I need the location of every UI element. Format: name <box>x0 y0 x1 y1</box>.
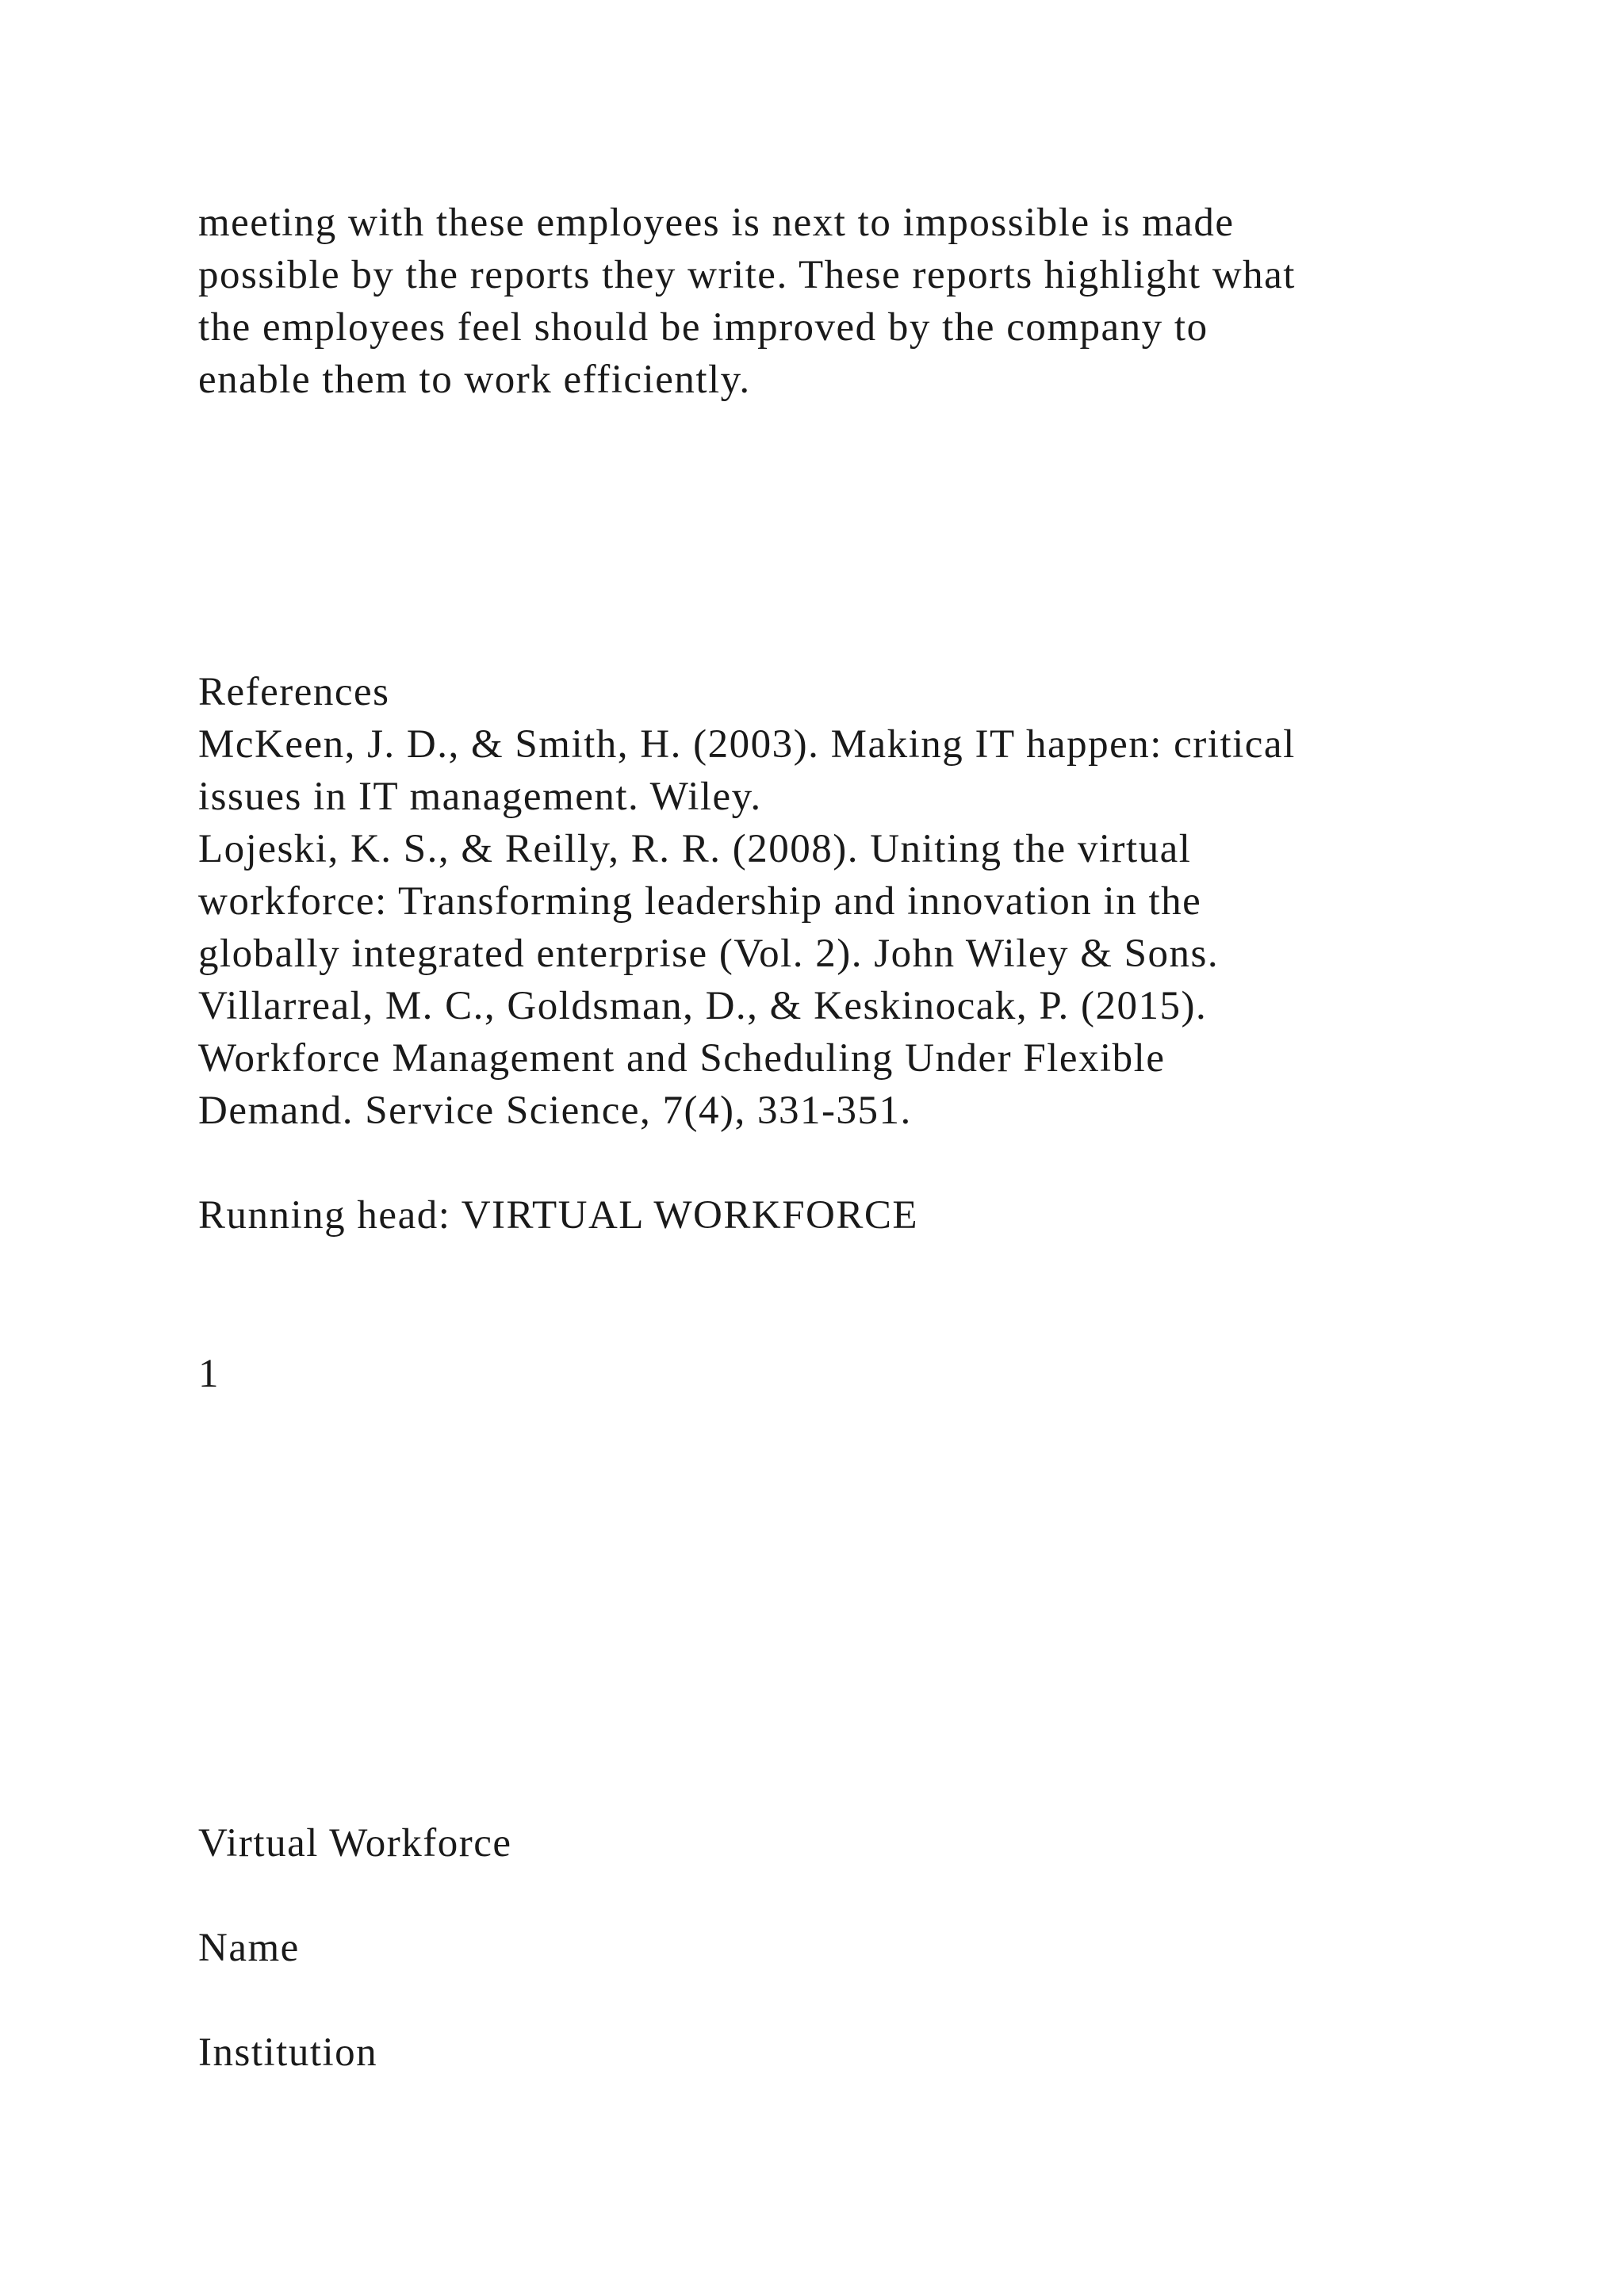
reference-line: Workforce Management and Scheduling Under Flexible <box>198 1036 1166 1081</box>
reference-line: globally integrated enterprise (Vol. 2). John Wiley & Sons. <box>198 932 1220 976</box>
paragraph-line: possible by the reports they write. These reports highlight what <box>198 253 1296 297</box>
paragraph-line: the employees feel should be improved by the company to <box>198 305 1208 350</box>
reference-line: workforce: Transforming leadership and innovation in the <box>198 879 1202 924</box>
author-name: Name <box>198 1926 300 1970</box>
reference-line: issues in IT management. Wiley. <box>198 775 762 819</box>
running-head: Running head: VIRTUAL WORKFORCE <box>198 1193 919 1238</box>
reference-line: Demand. Service Science, 7(4), 331-351. <box>198 1089 912 1133</box>
page-number: 1 <box>198 1352 220 1396</box>
institution-name: Institution <box>198 2030 378 2075</box>
references-heading: References <box>198 670 390 714</box>
paragraph-line: enable them to work efficiently. <box>198 358 751 402</box>
paper-title: Virtual Workforce <box>198 1821 512 1866</box>
paragraph-line: meeting with these employees is next to impossible is made <box>198 201 1235 245</box>
reference-line: Villarreal, M. C., Goldsman, D., & Keskinocak, P. (2015). <box>198 984 1208 1028</box>
reference-line: Lojeski, K. S., & Reilly, R. R. (2008). Uniting the virtual <box>198 827 1192 871</box>
reference-line: McKeen, J. D., & Smith, H. (2003). Making IT happen: critical <box>198 722 1296 767</box>
